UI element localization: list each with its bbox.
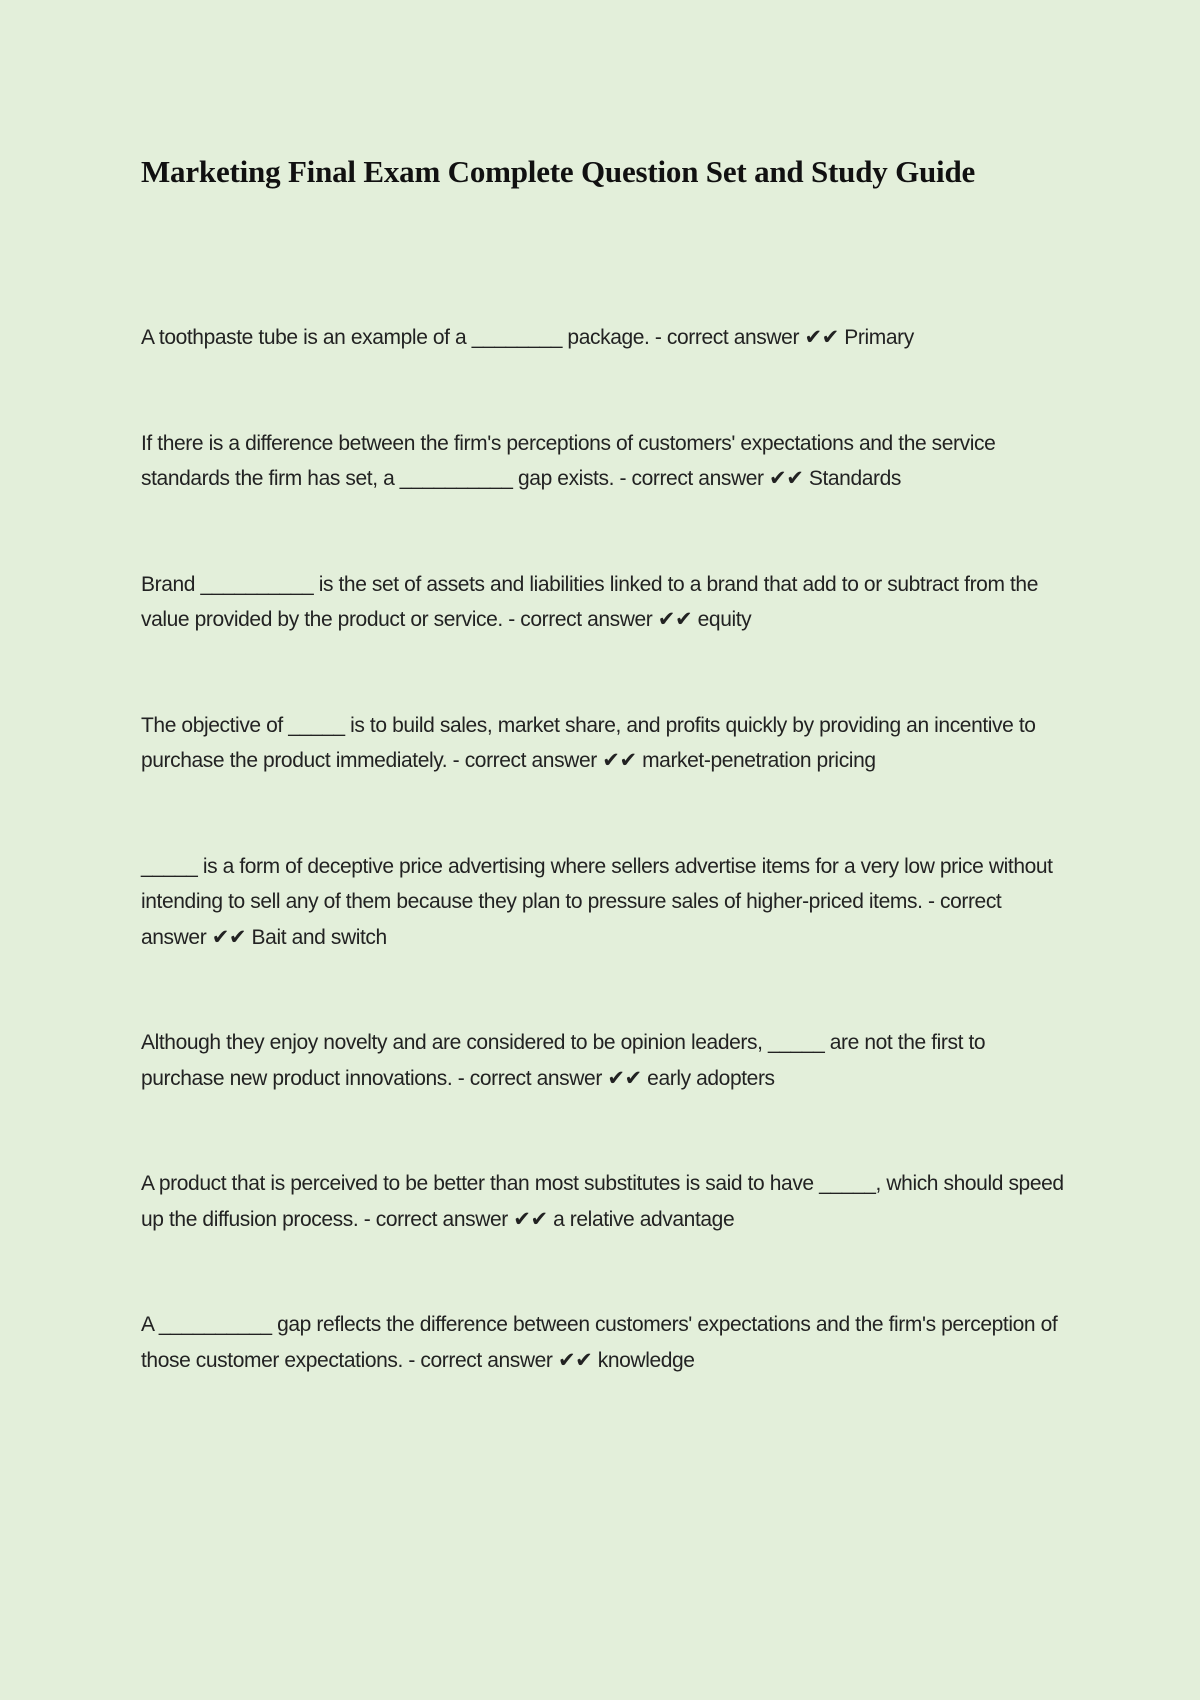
question-item-2: If there is a difference between the firm's perceptions of customers' expectations and the service standards the firm has set, a __________ gap exists. - correct answer ✔✔ Standards [141,431,996,490]
document-title: Marketing Final Exam Complete Question Set and Study Guide [141,154,976,189]
question-item-8: A __________ gap reflects the difference between customers' expectations and the firm's perception of those customer expectations. - correct answer ✔✔ knowledge [141,1313,1058,1372]
question-item-4: The objective of _____ is to build sales, market share, and profits quickly by providing an incentive to purchase the product immediately. - correct answer ✔✔ market-penetration pricing [141,713,1036,772]
question-item-6: Although they enjoy novelty and are considered to be opinion leaders, _____ are not the first to purchase new product innovations. - correct answer ✔✔ early adopters [141,1031,986,1090]
question-list [141,320,1071,1378]
document-page [141,150,1071,1448]
question-item-7: A product that is perceived to be better than most substitutes is said to have _____, which should speed up the diffusion process. - correct answer ✔✔ a relative advantage [141,1172,1064,1231]
question-item-5: _____ is a form of deceptive price advertising where sellers advertise items for a very low price without intending to sell any of them because they plan to pressure sales of higher-priced items. - correct answer ✔✔ Bait and switch [141,854,1053,949]
question-item-1: A toothpaste tube is an example of a ________ package. - correct answer ✔✔ Primary [141,326,914,349]
question-item-3: Brand __________ is the set of assets and liabilities linked to a brand that add to or subtract from the value provided by the product or service. - correct answer ✔✔ equity [141,572,1038,631]
